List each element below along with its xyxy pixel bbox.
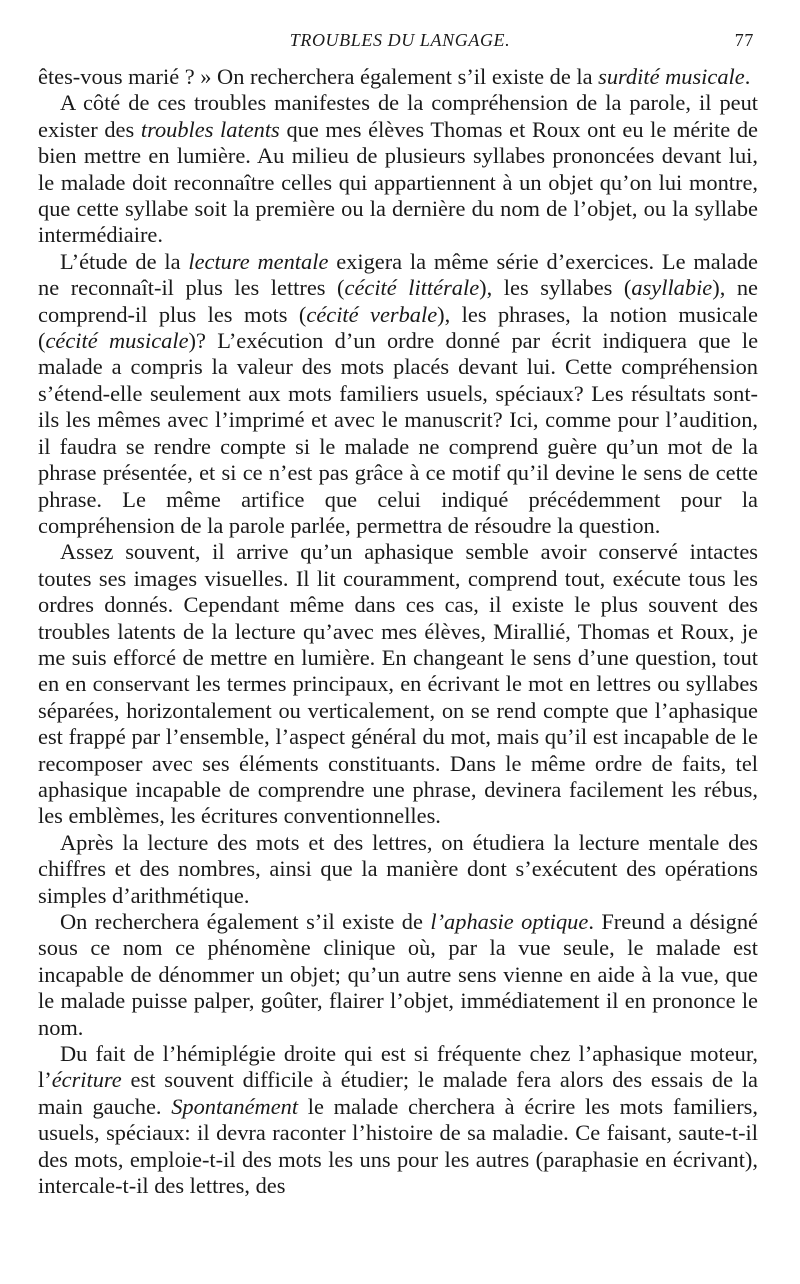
text-run: A côté de ces troubles manifestes de la compréhension de la parole, il peut exister des — [38, 90, 758, 142]
italic-term: Spontanément — [171, 1093, 299, 1119]
italic-term: lecture mentale — [188, 248, 329, 274]
paragraph — [38, 1041, 758, 1199]
text-run: On recherchera également s’il existe de — [60, 909, 431, 934]
italic-term: cécité verbale — [306, 301, 438, 327]
text-run: que mes élèves Thomas et Roux ont eu le mérite de bien mettre en lumière. Au milieu de plusieurs syllabes prononcées devant lui, le malade doit reconnaître celles qui appartiennent à un objet qu’on lui montre, que cette syllabe soit la première ou la dernière du nom de l’objet, ou la syllabe intermédiaire. — [38, 116, 758, 248]
text-run: . — [744, 64, 751, 89]
italic-term: cécité littérale — [344, 275, 480, 301]
page-number: 77 — [734, 30, 754, 50]
text-run: )? L’exécution d’un ordre donné par écrit indiquera que le malade a compris la valeur des mots placés devant lui. Cette compréhension s’étend-elle seulement aux mots familiers usuels, spéciaux? Les résultats sont-ils les mêmes avec l’imprimé et avec le manuscrit? Ici, comme pour l’audition, il faudra se rendre compte si le malade ne comprend guère qu’un mot de la phrase présentée, et si ce n’est pas grâce à ce motif qu’il devine le sens de cette phrase. Le même artifice que celui indiqué précédemment pour la compréhension de la parole parlée, permettra de résoudre la question. — [38, 328, 759, 538]
text-run: ), ne comprend-il plus les mots ( — [38, 275, 758, 327]
text-run: ), les phrases, la notion musicale ( — [38, 301, 758, 354]
text-run: êtes-vous marié ? » On recherchera également s’il existe de la — [38, 64, 599, 89]
running-title: TROUBLES DU LANGAGE. — [289, 30, 511, 50]
text-run: L’étude de la — [60, 248, 189, 274]
text-run: Assez souvent, il arrive qu’un aphasique semble avoir conservé intactes toutes ses images visuelles. Il lit couramment, comprend tout, exécute tous les ordres donnés. Cependant même dans ces cas, il existe le plus souvent des troubles latents de la lecture qu’avec mes élèves, Mirallié, Thomas et Roux, je me suis efforcé de mettre en lumière. En changeant le sens d’une question, tout en en conservant les termes principaux, en écrivant le mot en lettres ou syllabes séparées, horizontalement ou verticalement, on se rend compte que l’aphasique est frappé par l’ensemble, l’aspect général du mot, mais qu’il est incapable de le recomposer avec ses éléments constituants. Dans le même ordre de faits, tel aphasique incapable de comprendre une phrase, devinera facilement les rébus, les emblèmes, les écritures conventionnelles. — [38, 539, 758, 829]
text-run: Après la lecture des mots et des lettres, on étudiera la lecture mentale des chiffres et des nombres, ainsi que la manière dont s’exécutent des opérations simples d’arithmétique. — [38, 829, 758, 908]
italic-term: surdité musicale — [598, 64, 745, 89]
text-run: exigera la même série d’exercices. Le malade ne reconnaît-il plus les lettres ( — [38, 248, 758, 301]
italic-term: l’aphasie optique — [430, 909, 589, 934]
text-run: . Freund a désigné sous ce nom ce phénomène clinique où, par la vue seule, le malade est incapable de dénommer un objet; qu’un autre sens vienne en aide à la vue, que le malade puisse palper, goûter, flairer l’objet, immédiatement il en prononce le nom. — [38, 909, 758, 1040]
italic-term: troubles latents — [140, 116, 280, 142]
paragraph — [38, 90, 758, 248]
paragraph — [38, 249, 758, 539]
italic-term: cécité musicale — [45, 328, 189, 354]
text-run: le malade cherchera à écrire les mots familiers, usuels, spéciaux: il devra raconter l’histoire de sa maladie. Ce faisant, saute-t-il des mots, emploie-t-il des mots les uns pour les autres (paraphasie en écrivant), intercale-t-il des lettres, des — [38, 1093, 758, 1199]
paragraph — [38, 909, 758, 1041]
paragraph — [38, 539, 758, 829]
italic-term: asyllabie — [631, 275, 713, 301]
italic-term: écriture — [51, 1067, 122, 1093]
body-text — [38, 64, 758, 1199]
paragraph — [38, 830, 758, 909]
text-run: ), les syllabes ( — [479, 275, 632, 301]
paragraph — [38, 64, 758, 90]
text-run: est souvent difficile à étudier; le malade fera alors des essais de la main gauche. — [38, 1067, 758, 1119]
text-run: Du fait de l’hémiplégie droite qui est si fréquente chez l’aphasique moteur, l’ — [38, 1041, 758, 1093]
running-header — [0, 30, 800, 54]
